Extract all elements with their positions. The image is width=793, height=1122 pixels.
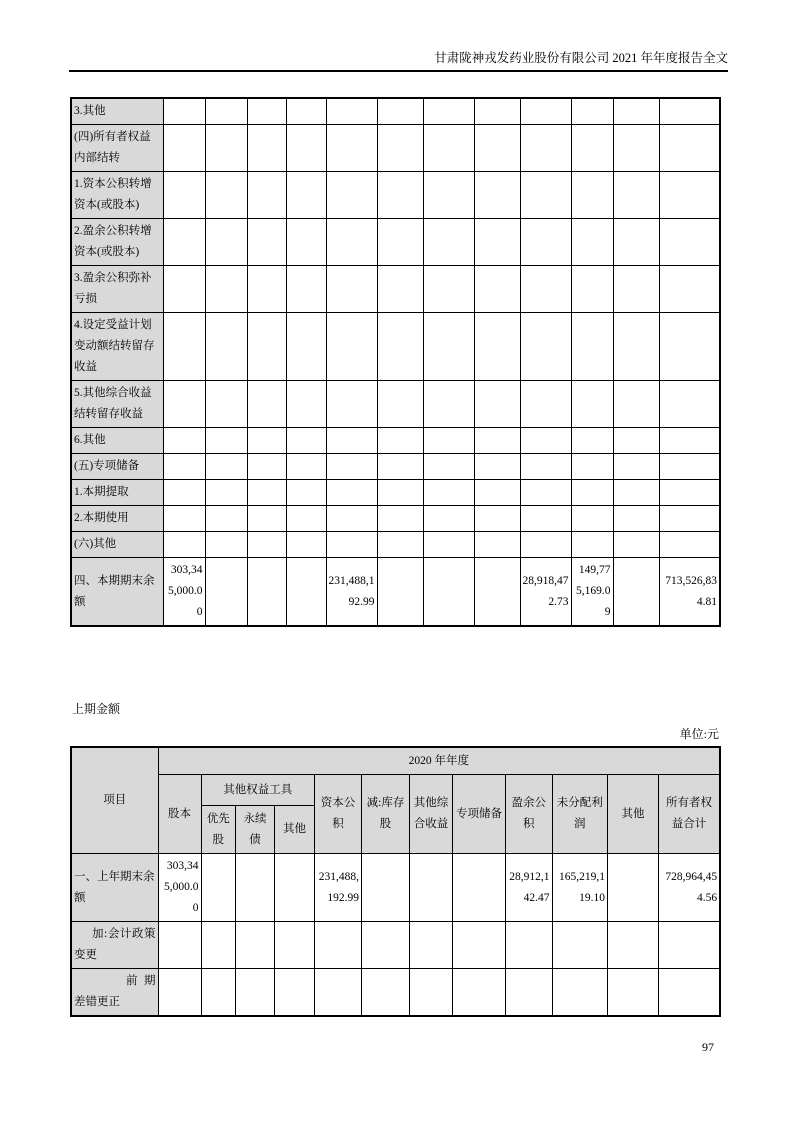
value-cell: [315, 922, 362, 969]
value-cell: [506, 922, 553, 969]
table-row: [71, 428, 720, 454]
value-cell: [608, 854, 659, 922]
value-cell: [377, 172, 423, 219]
value-cell: [377, 381, 423, 428]
value-cell: [286, 532, 326, 558]
column-header-capital-reserve: 资本公积: [315, 775, 362, 854]
value-cell: [571, 313, 613, 381]
value-cell: [506, 969, 553, 1017]
value-cell: [205, 266, 247, 313]
value-cell: [205, 125, 247, 172]
value-cell: [247, 313, 286, 381]
value-cell: [613, 219, 659, 266]
value-cell: [571, 480, 613, 506]
row-label: 6.其他: [71, 428, 163, 454]
row-label: 1.本期提取: [71, 480, 163, 506]
value-cell: [520, 428, 571, 454]
value-cell: [659, 266, 720, 313]
column-header-share-capital: 股本: [158, 775, 201, 854]
prior-period-section-label: 上期金额: [72, 702, 121, 716]
value-cell: 165,219,119.10: [552, 854, 608, 922]
row-label: (四)所有者权益内部结转: [71, 125, 163, 172]
row-label: 3.盈余公积弥补亏损: [71, 266, 163, 313]
value-cell: [377, 266, 423, 313]
value-cell: [286, 98, 326, 125]
header-row-period: [71, 747, 720, 775]
value-cell: [571, 532, 613, 558]
table-row: [71, 922, 720, 969]
value-cell: [552, 922, 608, 969]
value-cell: [453, 922, 506, 969]
table-row: [71, 969, 720, 1017]
value-cell: [163, 428, 205, 454]
value-cell: 231,488,192.99: [315, 854, 362, 922]
value-cell: [247, 125, 286, 172]
value-cell: [205, 558, 247, 627]
table-row: [71, 313, 720, 381]
value-cell: [423, 532, 474, 558]
unit-label: 单位:元: [679, 727, 719, 741]
value-cell: [423, 313, 474, 381]
value-cell: [377, 98, 423, 125]
value-cell: [659, 219, 720, 266]
row-label: 3.其他: [71, 98, 163, 125]
value-cell: [659, 969, 721, 1017]
value-cell: [520, 125, 571, 172]
table-row: [71, 219, 720, 266]
value-cell: [474, 381, 520, 428]
value-cell: [286, 506, 326, 532]
value-cell: [286, 454, 326, 480]
value-cell: [377, 428, 423, 454]
value-cell: [236, 922, 275, 969]
value-cell: [247, 506, 286, 532]
value-cell: [275, 854, 315, 922]
value-cell: [571, 98, 613, 125]
value-cell: [326, 480, 377, 506]
value-cell: [286, 428, 326, 454]
value-cell: [474, 428, 520, 454]
table-row: [71, 125, 720, 172]
value-cell: [520, 480, 571, 506]
value-cell: [377, 506, 423, 532]
column-header-other: 其他: [608, 775, 659, 854]
column-header-surplus-reserve: 盈余公积: [506, 775, 553, 854]
value-cell: [362, 922, 410, 969]
value-cell: [571, 172, 613, 219]
value-cell: [474, 266, 520, 313]
value-cell: [247, 480, 286, 506]
value-cell: 303,345,000.00: [158, 854, 201, 922]
value-cell: [326, 98, 377, 125]
column-header-total-equity: 所有者权益合计: [659, 775, 721, 854]
table-row: [71, 506, 720, 532]
value-cell: [613, 172, 659, 219]
value-cell: [613, 532, 659, 558]
value-cell: [286, 125, 326, 172]
report-title: 甘肃陇神戎发药业股份有限公司 2021 年年度报告全文: [434, 51, 728, 65]
table-row: [71, 854, 720, 922]
table-row: [71, 98, 720, 125]
value-cell: [474, 532, 520, 558]
page-number: 97: [702, 1040, 714, 1054]
table-row: [71, 480, 720, 506]
column-header-undistributed-profit: 未分配利润: [552, 775, 608, 854]
value-cell: [163, 313, 205, 381]
value-cell: [474, 98, 520, 125]
equity-change-table-prior-period: [70, 746, 721, 1017]
value-cell: [613, 558, 659, 627]
value-cell: [205, 454, 247, 480]
value-cell: [474, 454, 520, 480]
value-cell: [247, 381, 286, 428]
header-row-groups: [71, 775, 720, 806]
value-cell: [362, 969, 410, 1017]
value-cell: [423, 172, 474, 219]
value-cell: [571, 381, 613, 428]
value-cell: [453, 969, 506, 1017]
value-cell: [520, 454, 571, 480]
value-cell: [286, 313, 326, 381]
value-cell: [205, 506, 247, 532]
row-label: 一、上年期末余额: [71, 854, 158, 922]
value-cell: [613, 125, 659, 172]
value-cell: [613, 454, 659, 480]
table-row: [71, 172, 720, 219]
value-cell: 28,918,472.73: [520, 558, 571, 627]
value-cell: [205, 381, 247, 428]
table-row: [71, 381, 720, 428]
value-cell: [377, 125, 423, 172]
value-cell: [613, 381, 659, 428]
value-cell: [163, 454, 205, 480]
value-cell: [377, 313, 423, 381]
value-cell: [205, 172, 247, 219]
value-cell: [158, 922, 201, 969]
value-cell: [205, 480, 247, 506]
value-cell: [247, 219, 286, 266]
value-cell: [613, 506, 659, 532]
value-cell: [520, 506, 571, 532]
value-cell: [236, 854, 275, 922]
value-cell: 28,912,142.47: [506, 854, 553, 922]
value-cell: [326, 428, 377, 454]
value-cell: [247, 454, 286, 480]
value-cell: [377, 454, 423, 480]
value-cell: [163, 98, 205, 125]
value-cell: [163, 480, 205, 506]
value-cell: [608, 969, 659, 1017]
value-cell: [315, 969, 362, 1017]
row-label: 2.本期使用: [71, 506, 163, 532]
value-cell: [659, 172, 720, 219]
value-cell: [659, 922, 721, 969]
value-cell: [286, 219, 326, 266]
value-cell: [474, 172, 520, 219]
table-row: [71, 454, 720, 480]
value-cell: [520, 172, 571, 219]
row-label: (五)专项储备: [71, 454, 163, 480]
value-cell: [247, 558, 286, 627]
column-header-perpetual-bond: 永续债: [236, 806, 275, 854]
value-cell: [552, 969, 608, 1017]
value-cell: [163, 532, 205, 558]
value-cell: [474, 125, 520, 172]
value-cell: [571, 266, 613, 313]
value-cell: [520, 532, 571, 558]
value-cell: [326, 381, 377, 428]
value-cell: [163, 381, 205, 428]
value-cell: [377, 558, 423, 627]
column-header-preferred-stock: 优先股: [201, 806, 236, 854]
value-cell: [423, 480, 474, 506]
value-cell: [659, 532, 720, 558]
column-header-less-treasury-stock: 减:库存股: [362, 775, 410, 854]
value-cell: [205, 98, 247, 125]
value-cell: [659, 125, 720, 172]
value-cell: [659, 506, 720, 532]
value-cell: [362, 854, 410, 922]
value-cell: [474, 506, 520, 532]
value-cell: [205, 428, 247, 454]
table-row: [71, 532, 720, 558]
value-cell: [247, 172, 286, 219]
column-header-other-comprehensive-income: 其他综合收益: [410, 775, 453, 854]
value-cell: [613, 98, 659, 125]
value-cell: [326, 454, 377, 480]
table-row: [71, 558, 720, 627]
value-cell: [474, 313, 520, 381]
value-cell: [520, 381, 571, 428]
value-cell: [571, 506, 613, 532]
value-cell: [659, 381, 720, 428]
value-cell: [163, 219, 205, 266]
column-header-special-reserve: 专项储备: [453, 775, 506, 854]
value-cell: [571, 428, 613, 454]
value-cell: [247, 266, 286, 313]
row-label: 4.设定受益计划变动额结转留存收益: [71, 313, 163, 381]
row-label: (六)其他: [71, 532, 163, 558]
value-cell: [423, 428, 474, 454]
value-cell: 713,526,834.81: [659, 558, 720, 627]
value-cell: [520, 219, 571, 266]
value-cell: [163, 266, 205, 313]
value-cell: [659, 313, 720, 381]
value-cell: [423, 558, 474, 627]
value-cell: [163, 506, 205, 532]
row-label: 四、本期期末余额: [71, 558, 163, 627]
value-cell: [158, 969, 201, 1017]
value-cell: [423, 98, 474, 125]
value-cell: [247, 532, 286, 558]
value-cell: [201, 922, 236, 969]
value-cell: [613, 428, 659, 454]
row-label: 加:会计政策变更: [71, 922, 158, 969]
column-header-other-instrument: 其他: [275, 806, 315, 854]
value-cell: [326, 313, 377, 381]
value-cell: [423, 454, 474, 480]
value-cell: [423, 506, 474, 532]
value-cell: [410, 854, 453, 922]
value-cell: [326, 532, 377, 558]
value-cell: [474, 480, 520, 506]
value-cell: [163, 172, 205, 219]
value-cell: [377, 480, 423, 506]
value-cell: [247, 98, 286, 125]
row-label: 1.资本公积转增资本(或股本): [71, 172, 163, 219]
value-cell: 303,345,000.00: [163, 558, 205, 627]
value-cell: [326, 219, 377, 266]
value-cell: [571, 454, 613, 480]
value-cell: [205, 313, 247, 381]
value-cell: [326, 125, 377, 172]
value-cell: [659, 98, 720, 125]
value-cell: [474, 558, 520, 627]
value-cell: [275, 922, 315, 969]
value-cell: 231,488,192.99: [326, 558, 377, 627]
value-cell: [286, 480, 326, 506]
value-cell: [410, 922, 453, 969]
value-cell: 728,964,454.56: [659, 854, 721, 922]
value-cell: [286, 172, 326, 219]
value-cell: [474, 219, 520, 266]
page-header: [69, 48, 728, 72]
value-cell: [423, 266, 474, 313]
value-cell: [423, 381, 474, 428]
value-cell: [613, 480, 659, 506]
value-cell: [608, 922, 659, 969]
column-header-item: 项目: [71, 747, 158, 854]
value-cell: [326, 266, 377, 313]
value-cell: [286, 558, 326, 627]
value-cell: [571, 125, 613, 172]
row-label: 2.盈余公积转增资本(或股本): [71, 219, 163, 266]
value-cell: [286, 381, 326, 428]
value-cell: [163, 125, 205, 172]
value-cell: [236, 969, 275, 1017]
value-cell: [659, 454, 720, 480]
value-cell: [410, 969, 453, 1017]
value-cell: 149,775,169.09: [571, 558, 613, 627]
column-header-other-equity-instruments: 其他权益工具: [201, 775, 315, 806]
value-cell: [205, 532, 247, 558]
value-cell: [377, 532, 423, 558]
value-cell: [423, 125, 474, 172]
value-cell: [326, 172, 377, 219]
value-cell: [201, 854, 236, 922]
value-cell: [286, 266, 326, 313]
row-label: 前期差错更正: [71, 969, 158, 1017]
value-cell: [326, 506, 377, 532]
value-cell: [520, 98, 571, 125]
value-cell: [613, 313, 659, 381]
value-cell: [423, 219, 474, 266]
value-cell: [571, 219, 613, 266]
value-cell: [205, 219, 247, 266]
value-cell: [520, 266, 571, 313]
value-cell: [377, 219, 423, 266]
value-cell: [201, 969, 236, 1017]
value-cell: [613, 266, 659, 313]
value-cell: [659, 480, 720, 506]
value-cell: [659, 428, 720, 454]
value-cell: [453, 854, 506, 922]
table-row: [71, 266, 720, 313]
value-cell: [247, 428, 286, 454]
value-cell: [520, 313, 571, 381]
row-label: 5.其他综合收益结转留存收益: [71, 381, 163, 428]
value-cell: [275, 969, 315, 1017]
column-header-period: 2020 年年度: [158, 747, 720, 775]
equity-change-table-current-period: [70, 97, 721, 627]
